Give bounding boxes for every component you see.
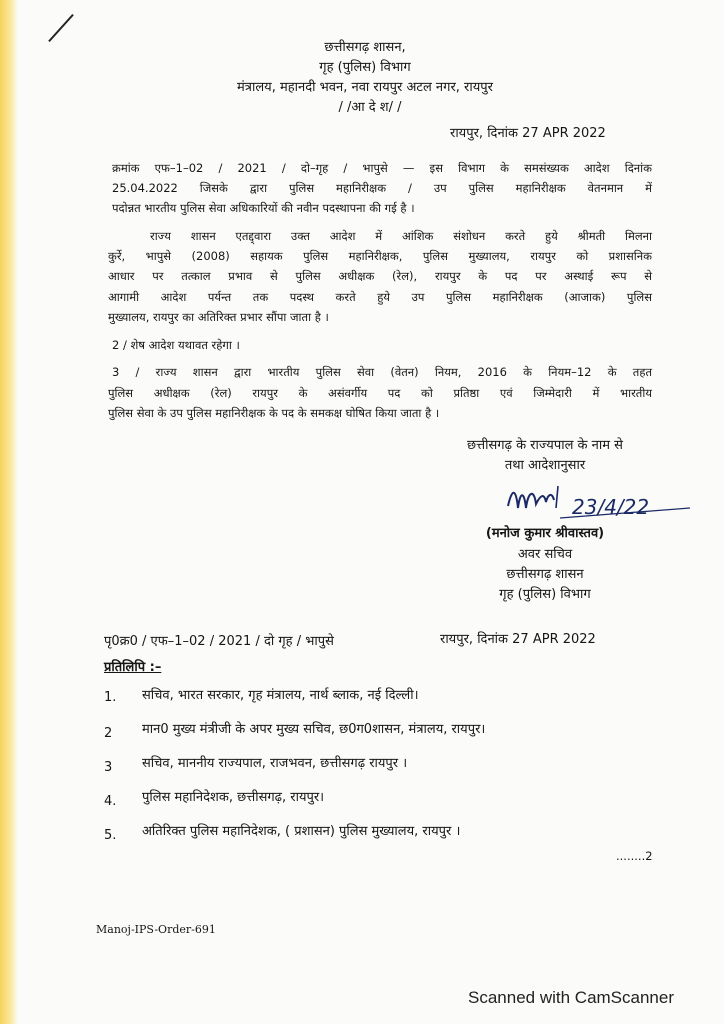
header-address: मंत्रालय, महानदी भवन, नवा रायपुर अटल नगर, रायपुर (237, 80, 493, 95)
signatory-govt: छत्तीसगढ़ शासन (506, 567, 584, 582)
header-dept: गृह (पुलिस) विभाग (319, 60, 411, 75)
header-govt: छत्तीसगढ़ शासन, (324, 40, 406, 55)
continued-marker: ........2 (616, 849, 653, 863)
para2-line2: कुर्रे, भापुसे (2008) सहायक पुलिस महानिरीक्षक, पुलिस मुख्यालय, रायपुर को प्रशासनिक (108, 249, 652, 263)
signatory-designation: अवर सचिव (517, 547, 573, 562)
camscanner-watermark: Scanned with CamScanner (468, 988, 675, 1007)
page-edge-shadow (0, 0, 18, 1024)
para2-line4: आगामी आदेश पर्यन्त तक पदस्थ करते हुये उप पुलिस महानिरीक्षक (आजाक) पुलिस (108, 290, 652, 304)
copy-item-num: 2 (104, 726, 113, 741)
para4-line1: 3 / राज्य शासन द्वारा भारतीय पुलिस सेवा (वेतन) नियम, 2016 के नियम–12 के तहत (112, 365, 652, 379)
signatory-line1: छत्तीसगढ़ के राज्यपाल के नाम से (467, 438, 623, 453)
copy-item-num: 3 (104, 760, 113, 775)
copy-title: प्रतिलिपि :– (104, 660, 162, 675)
signatory-line2: तथा आदेशानुसार (504, 458, 586, 473)
order-date: रायपुर, दिनांक 27 APR 2022 (450, 126, 606, 141)
para2-line5: मुख्यालय, रायपुर का अतिरिक्त प्रभार सौंपा जाता है । (108, 310, 329, 324)
para1-line1: क्रमांक एफ–1–02 / 2021 / दो–गृह / भापुसे — इस विभाग के समसंख्यक आदेश दिनांक (112, 161, 652, 175)
para2-line3: आधार पर तत्काल प्रभाव से पुलिस अधीक्षक (रेल), रायपुर के पद पर अस्थाई रूप से (108, 269, 652, 283)
copy-item-text: पुलिस महानिदेशक, छत्तीसगढ़, रायपुर। (142, 790, 325, 805)
copy-item-num: 4. (104, 794, 117, 809)
copy-item-text: सचिव, माननीय राज्यपाल, राजभवन, छत्तीसगढ़ रायपुर । (142, 756, 408, 771)
endorsement-date: रायपुर, दिनांक 27 APR 2022 (440, 632, 596, 647)
handwritten-signature (500, 478, 700, 522)
signatory-name: (मनोज कुमार श्रीवास्तव) (485, 526, 605, 541)
signature-date: 23/4/22 (572, 495, 650, 519)
copy-item-text: अतिरिक्त पुलिस महानिदेशक, ( प्रशासन) पुलिस मुख्यालय, रायपुर । (142, 824, 461, 839)
para1-line3: पदोन्नत भारतीय पुलिस सेवा अधिकारियों की नवीन पदस्थापना की गई है । (112, 201, 415, 215)
para4-line3: पुलिस सेवा के उप पुलिस महानिरीक्षक के पद के समकक्ष घोषित किया जाता है । (108, 406, 440, 420)
copy-item-text: मान0 मुख्य मंत्रीजी के अपर मुख्य सचिव, छ0ग0शासन, मंत्रालय, रायपुर। (142, 722, 486, 737)
para4-line2: पुलिस अधीक्षक (रेल) रायपुर के असंवर्गीय पद को प्रतिष्ठा एवं जिम्मेदारी में भारतीय (108, 386, 652, 400)
header-order-title: / /आ दे श/ / (338, 100, 402, 115)
para3: 2 / शेष आदेश यथावत रहेगा । (112, 338, 240, 352)
copy-item-text: सचिव, भारत सरकार, गृह मंत्रालय, नार्थ ब्लाक, नई दिल्ली। (142, 688, 419, 703)
pen-mark (48, 14, 74, 42)
copy-item-num: 5. (104, 828, 117, 843)
signatory-dept: गृह (पुलिस) विभाग (499, 587, 591, 602)
footer-code: Manoj-IPS-Order-691 (96, 923, 216, 936)
copy-item-num: 1. (104, 690, 117, 705)
endorsement-ref: पृ0क्र0 / एफ–1–02 / 2021 / दो गृह / भापुसे (104, 634, 334, 649)
para2-line1: राज्य शासन एतद्द्वारा उक्त आदेश में आंशिक संशोधन करते हुये श्रीमती मिलना (150, 229, 652, 243)
para1-line2: 25.04.2022 जिसके द्वारा पुलिस महानिरीक्षक / उप पुलिस महानिरीक्षक वेतनमान में (112, 181, 652, 195)
